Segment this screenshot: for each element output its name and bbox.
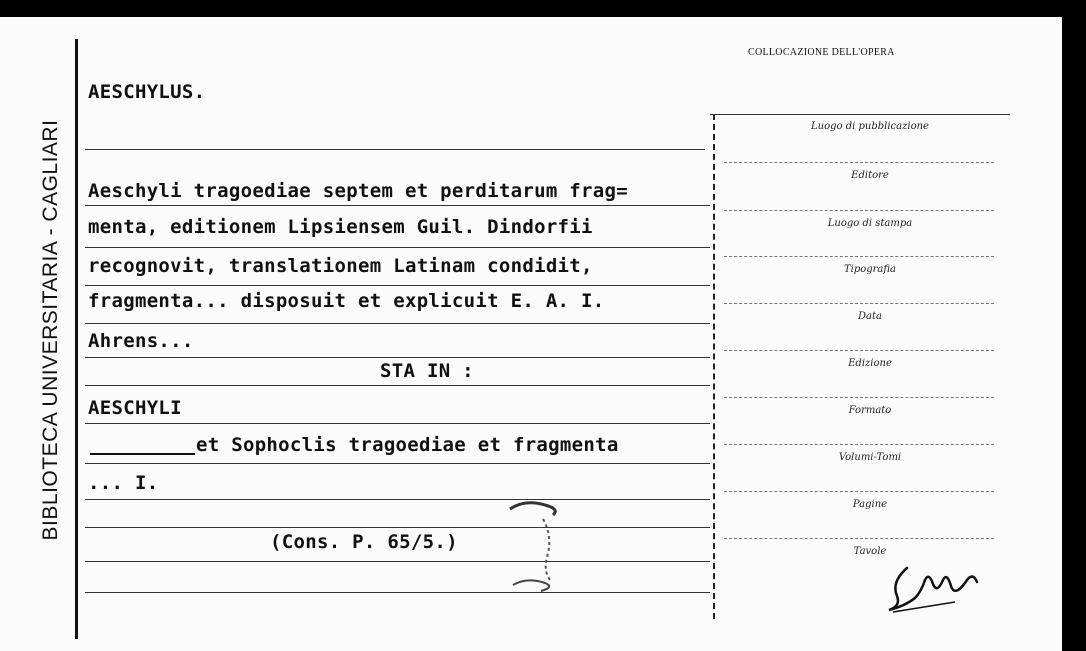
title-line-4: fragmenta... disposuit et explicuit E. A. I.: [88, 290, 605, 312]
catalog-card: [0, 14, 1062, 651]
box-top-line: [710, 114, 1010, 115]
field-formato: Formato: [848, 405, 892, 416]
library-side-label: BIBLIOTECA UNIVERSITARIA - CAGLIARI: [39, 119, 62, 541]
field-pagine: Pagine: [852, 499, 888, 510]
ruled-line: [85, 423, 710, 424]
ruled-line: [85, 592, 710, 593]
margin-rule: [75, 39, 78, 639]
title-line-3: recognovit, translationem Latinam condidit,: [88, 255, 593, 277]
field-edizione: Edizione: [848, 358, 892, 369]
ruled-line: [85, 561, 710, 562]
ruled-line: [85, 149, 705, 150]
bibliographic-fields-box: [710, 114, 1062, 619]
field-line: [724, 256, 994, 257]
sta-in-label: STA IN :: [380, 360, 474, 382]
field-editore: Editore: [851, 170, 889, 181]
ruled-line: [85, 463, 710, 464]
field-line: [724, 162, 994, 163]
library-stamp: [505, 497, 567, 597]
ruled-line: [85, 527, 710, 528]
field-line: [724, 350, 994, 351]
source-line-2: ... I.: [88, 472, 159, 494]
source-heading: AESCHYLI: [88, 397, 182, 419]
title-line-1: Aeschyli tragoediae septem et perditarum frag=: [88, 180, 628, 202]
field-luogo-pubblicazione: Luogo di pubblicazione: [811, 121, 929, 132]
field-line: [724, 491, 994, 492]
blank-underline: [90, 453, 195, 455]
ruled-line: [85, 205, 710, 206]
shelfmark: (Cons. P. 65/5.): [270, 531, 458, 553]
field-line: [724, 444, 994, 445]
field-data: Data: [858, 311, 882, 322]
ruled-line: [85, 385, 710, 386]
handwritten-signature: [885, 562, 985, 622]
title-line-2: menta, editionem Lipsiensem Guil. Dindorfii: [88, 216, 593, 238]
field-line: [724, 397, 994, 398]
ruled-line: [85, 285, 710, 286]
ruled-line: [85, 323, 710, 324]
field-line: [724, 210, 994, 211]
field-luogo-stampa: Luogo di stampa: [827, 218, 913, 229]
title-line-5: Ahrens...: [88, 330, 194, 352]
ruled-line: [85, 247, 710, 248]
collocation-header: COLLOCAZIONE DELL'OPERA: [748, 47, 895, 58]
source-line-1: et Sophoclis tragoediae et fragmenta: [196, 434, 619, 456]
author-heading: AESCHYLUS.: [88, 81, 206, 103]
ruled-line: [85, 357, 710, 358]
ruled-line: [85, 499, 710, 500]
box-left-line: [713, 114, 717, 619]
field-line: [724, 303, 994, 304]
field-tavole: Tavole: [853, 546, 887, 557]
field-line: [724, 538, 994, 539]
field-volumi-tomi: Volumi-Tomi: [838, 452, 902, 463]
field-tipografia: Tipografia: [843, 264, 897, 275]
